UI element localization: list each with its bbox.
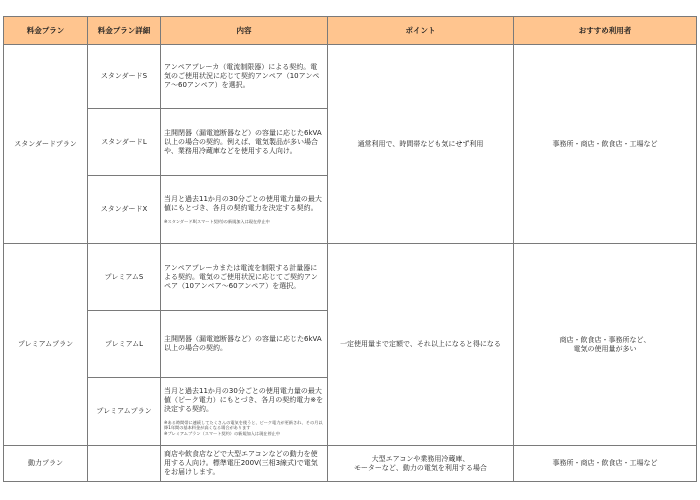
user-premium <box>514 244 697 446</box>
table-row <box>4 244 697 311</box>
content-power: 商店や飲食店などで大型エアコンなどの動力を使用する人向け。標準電圧200V(三相3線式)で電気をお届けします。 <box>161 446 328 482</box>
header-plan: 料金プラン <box>4 17 88 45</box>
header-row <box>4 17 697 45</box>
content-standard-x-text: 当月と過去11か月の30分ごとの使用電力量の最大値にもとづき、各月の契約電力を決定する契約。 <box>164 195 322 212</box>
detail-power <box>88 446 161 482</box>
plan-name-power: 動力プラン <box>4 446 88 482</box>
content-premium-s: アンペアブレーカまたは電流を制限する計量器による契約。電気のご使用状況に応じてご契約アンペア（10アンペア〜60アンペア）を選択。 <box>161 244 328 311</box>
user-power: 事務所・商店・飲食店・工場など <box>514 446 697 482</box>
header-plan-detail: 料金プラン詳細 <box>88 17 161 45</box>
detail-standard-s: スタンダードS <box>88 45 161 109</box>
plan-name-standard: スタンダードプラン <box>4 45 88 244</box>
table-row <box>4 446 697 482</box>
user-standard: 事務所・商店・飲食店・工場など <box>514 45 697 244</box>
point-power-line-2: モーターなど、動力の電気を利用する場合 <box>354 463 487 472</box>
table-row <box>4 45 697 109</box>
plan-table <box>3 16 697 482</box>
point-premium: 一定使用量まで定額で、それ以上になると得になる <box>328 244 514 446</box>
content-premium-plan-text: 当月と過去11か月の30分ごとの使用電力量の最大値（ピーク電力）にもとづき、各月の契約電力※を決定する契約。 <box>164 387 324 413</box>
detail-standard-l: スタンダードL <box>88 109 161 176</box>
header-content: 内容 <box>161 17 328 45</box>
header-recommended-user: おすすめ利用者 <box>514 17 697 45</box>
note-premium-peak: ※ある時間帯に連続してたくさんの電気を使うと、ピーク電力が更新され、その月以降1年間の基本料金が高くなる場合があります <box>164 420 323 430</box>
point-standard: 通常利用で、時間帯なども気にせず利用 <box>328 45 514 244</box>
detail-premium-plan: プレミアムプラン <box>88 378 161 446</box>
user-premium-line-1: 商店・飲食店・事務所など、 <box>559 335 651 344</box>
detail-premium-l: プレミアムL <box>88 311 161 378</box>
header-point: ポイント <box>328 17 514 45</box>
content-standard-l: 主開閉器（漏電遮断器など）の容量に応じた6kVA以上の場合の契約。例えば、電気製品が多い場合や、業務用冷蔵庫などを使用する人向け。 <box>161 109 328 176</box>
content-standard-s: アンペアブレーカ（電流制限器）による契約。電気のご使用状況に応じて契約アンペア（10アンペア〜60アンペア）を選択。 <box>161 45 328 109</box>
detail-standard-x: スタンダードX <box>88 176 161 244</box>
point-power-line-1: 大型エアコンや業務用冷蔵庫、 <box>371 454 470 463</box>
content-standard-x <box>161 176 328 244</box>
note-premium-suspended: ※プレミアムプラン（スマート契約）の新規加入は現在停止中 <box>164 431 281 436</box>
detail-premium-s: プレミアムS <box>88 244 161 311</box>
content-premium-plan <box>161 378 328 446</box>
plan-name-premium: プレミアムプラン <box>4 244 88 446</box>
point-power <box>328 446 514 482</box>
user-premium-line-2: 電気の使用量が多い <box>573 344 637 353</box>
note-standard-x: ※スタンダードX(スマート契約)の新規加入は現在停止中 <box>164 219 270 224</box>
content-premium-l: 主開閉器（漏電遮断器など）の容量に応じた6kVA以上の場合の契約。 <box>161 311 328 378</box>
